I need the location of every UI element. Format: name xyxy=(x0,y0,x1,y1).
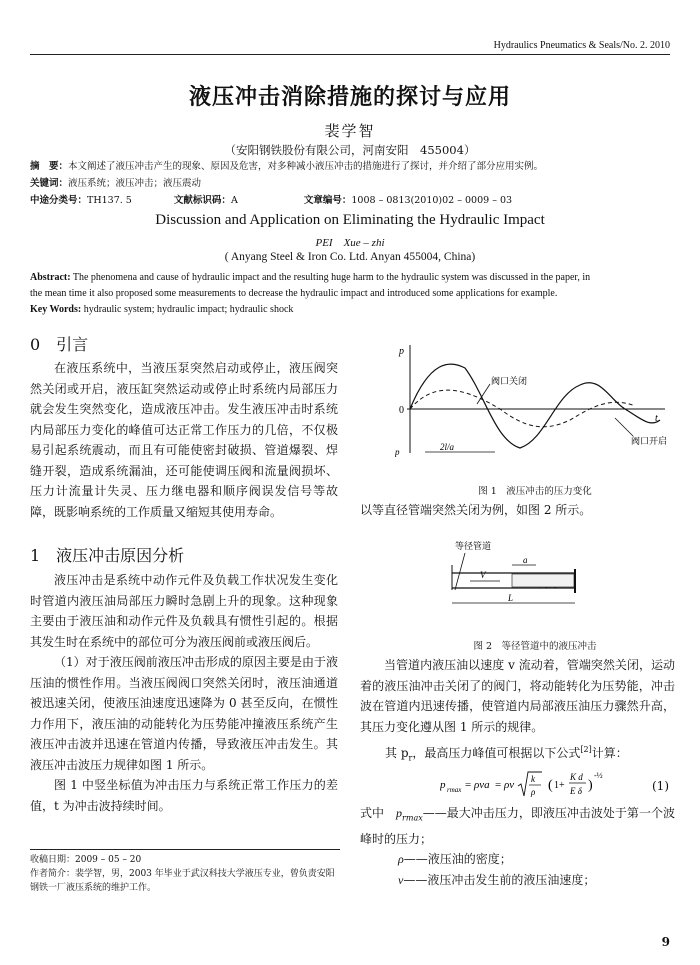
svg-text:ρva: ρva xyxy=(474,779,490,791)
svg-text:=: = xyxy=(495,779,502,791)
svg-text:E δ: E δ xyxy=(570,786,582,796)
class-value: TH137. 5 xyxy=(87,195,132,206)
article-no-label: 文章编号： xyxy=(303,195,352,206)
fig1-y-label: p xyxy=(399,346,404,357)
equation-number: (1) xyxy=(652,779,669,793)
affiliation: （安阳钢铁股份有限公司，河南安阳 455004） xyxy=(224,143,476,157)
svg-text:1+: 1+ xyxy=(554,780,565,791)
section-0-heading: 0 引言 xyxy=(30,335,89,354)
footnote xyxy=(30,853,340,895)
section-1-body xyxy=(30,570,338,816)
doc-code-value: A xyxy=(230,195,238,206)
fig1-origin-label: 0 xyxy=(399,405,404,416)
svg-text:=: = xyxy=(465,779,472,791)
fig1-label-open: 阀口开启 xyxy=(631,437,668,447)
section-1-paragraph-2: （1）对于液压阀前液压冲击形成的原因主要是由于液压油的惯性作用。当液压阀阀口突然关闭时，液压油通道被迅速关闭，使液压油速度迅速降为 0 甚至反向，在惯性力作用下，液压油的动能转化为压势能冲撞液压系统产生液压冲击波并迅速在管道内传播，导致液压冲击发生。其液压冲击波压力规律如图 1 所示。 xyxy=(30,655,338,772)
header-rule xyxy=(30,54,670,55)
figure-1-caption: 图 1 液压冲击的压力变化 xyxy=(478,486,592,497)
author-name: 裴学智 xyxy=(324,122,376,140)
fig1-x-label: t xyxy=(655,413,658,424)
svg-text:p: p xyxy=(440,779,446,791)
definition-v: v——液压冲击发生前的液压油速度； xyxy=(398,872,596,887)
keywords-en-text: hydraulic system; hydraulic impact; hydraulic shock xyxy=(83,304,294,315)
svg-text:-½: -½ xyxy=(594,771,603,780)
fig1-leader-open xyxy=(615,418,633,436)
svg-text:): ) xyxy=(588,778,593,793)
section-0-body xyxy=(30,358,338,522)
fig2-label-v: V xyxy=(480,570,486,580)
equation-1 xyxy=(440,764,640,804)
fig1-period-label: 2l/a xyxy=(440,442,455,452)
page-number: 9 xyxy=(661,935,670,949)
figure-1-graph xyxy=(395,340,675,460)
fig2-label-L: L xyxy=(508,593,514,603)
classification-row xyxy=(30,194,670,208)
formula-intro: 其 $p_r$，最高压力峰值可根据以下公式[2]计算： xyxy=(385,745,628,763)
abstract-en-line1: The phenomena and cause of hydraulic impact and the resulting huge harm to the hydraulic system was discussed in the paper, in xyxy=(72,272,591,283)
class-label: 中途分类号： xyxy=(30,195,88,206)
keywords-cn-label: 关键词： xyxy=(30,178,69,189)
citation-2: [2] xyxy=(580,745,592,754)
paper-title: 液压冲击消除措施的探讨与应用 xyxy=(188,84,511,110)
fig2-leader-pipe xyxy=(455,553,465,590)
abstract-cn xyxy=(30,160,670,174)
english-abstract xyxy=(30,270,670,318)
fig1-dashed-wave xyxy=(410,390,635,427)
english-author: PEI Xue – zhi xyxy=(315,237,385,249)
abstract-en-line2: the mean time it also proposed some measurements to decrease the hydraulic impact and introduced some applications for example. xyxy=(30,288,558,299)
fig2-label-pipe: 等径管道 xyxy=(455,542,492,552)
svg-text:ρ: ρ xyxy=(531,787,536,797)
formula-intro-b: 最高压力峰值可根据以下公式 xyxy=(424,746,581,760)
svg-text:rmax: rmax xyxy=(447,786,462,794)
variable-definitions xyxy=(360,803,675,890)
fig1-solid-wave xyxy=(410,364,660,448)
doc-code-label: 文献标识码： xyxy=(173,195,231,206)
abstract-en-label: Abstract: xyxy=(30,272,71,283)
keywords-cn xyxy=(30,177,670,191)
svg-text:ρv: ρv xyxy=(504,779,515,791)
fig2-compressed-region xyxy=(512,574,574,587)
right-intro-line: 以等直径管端突然关闭为例，如图 2 所示。 xyxy=(360,503,592,517)
figure-2-graph xyxy=(440,535,590,625)
figure-2-caption: 图 2 等径管道中的液压冲击 xyxy=(473,641,597,652)
fig1-p-bottom: p xyxy=(395,447,400,457)
right-paragraph xyxy=(360,655,675,737)
right-paragraph-text: 当管道内液压油以速度 v 流动着，管端突然关闭，运动着的液压油冲击关闭了的阀门，将动能转化为压势能，冲击波在管道内迅速传播，使管道内局部液压油压力骤然升高，其压力变化遵从图 1 所示的规律。 xyxy=(360,658,675,734)
svg-text:(: ( xyxy=(548,778,553,793)
section-1-heading: 1 液压冲击原因分析 xyxy=(30,546,185,565)
article-no-value: 1008 – 0813(2010)02 – 0009 – 03 xyxy=(351,195,513,206)
keywords-en-label: Key Words: xyxy=(30,304,82,315)
definition-rho: ρ——液压油的密度； xyxy=(398,852,512,867)
abstract-cn-text: 本文阐述了液压冲击产生的现象、原因及危害，对多种减小液压冲击的措施进行了探讨，并介绍了部分应用实例。 xyxy=(68,161,544,172)
fig1-label-close: 阀口关闭 xyxy=(491,377,528,387)
fig2-label-a: a xyxy=(523,555,528,565)
received-date: 收稿日期：2009 – 05 – 20 xyxy=(30,855,142,865)
abstract-cn-label: 摘 要： xyxy=(30,161,69,172)
footnote-rule xyxy=(30,849,340,850)
keywords-cn-text: 液压系统；液压冲击；液压震动 xyxy=(68,178,202,189)
formula-intro-c: 计算： xyxy=(591,746,628,760)
svg-text:k: k xyxy=(531,774,535,784)
author-bio: 作者简介：裴学智，男，2003 年毕业于武汉科技大学液压专业，曾负责安阳钢铁一厂液压系统的维护工作。 xyxy=(30,869,335,893)
english-title: Discussion and Application on Eliminating the Hydraulic Impact xyxy=(155,212,545,228)
formula-intro-a: 其 p xyxy=(385,746,409,760)
english-affiliation: ( Anyang Steel & Iron Co. Ltd. Anyan 455004, China) xyxy=(224,251,476,263)
definition-p: 式中 $p_{rmax}——$最大冲击压力，即液压冲击波处于第一个波峰时的压力； xyxy=(360,806,675,846)
section-1-paragraph-3: 图 1 中竖坐标值为冲击压力与系统正常工作压力的差值，t 为冲击波持续时间。 xyxy=(30,778,338,813)
svg-text:K d: K d xyxy=(570,772,583,782)
journal-header: Hydraulics Pneumatics & Seals/No. 2. 2010 xyxy=(493,40,670,51)
section-0-paragraph: 在液压系统中，当液压泵突然启动或停止，液压阀突然关闭或开启，液压缸突然运动或停止时系统内局部压力就会发生突然变化，造成液压冲击。发生液压冲击时系统内局部压力变化的峰值可达正常工作压力的几倍，不仅极易引起系统震动，而且有可能使密封破损、管道爆裂、焊缝开裂，造成系统漏油，还可能使调压阀和流量阀损坏、压力计流量计失灵、压力继电器和顺序阀误发信号等故障，既影响系统的工作质量又缩短其使用寿命。 xyxy=(30,361,338,519)
section-1-paragraph-1: 液压冲击是系统中动作元件及负载工作状况发生变化时管道内液压油局部压力瞬时急剧上升的现象。这种现象主要由于液压油和动作元件及负载具有惯性引起的。根据其发生时在系统中的部位可分为液压阀前或液压阀后。 xyxy=(30,573,338,649)
